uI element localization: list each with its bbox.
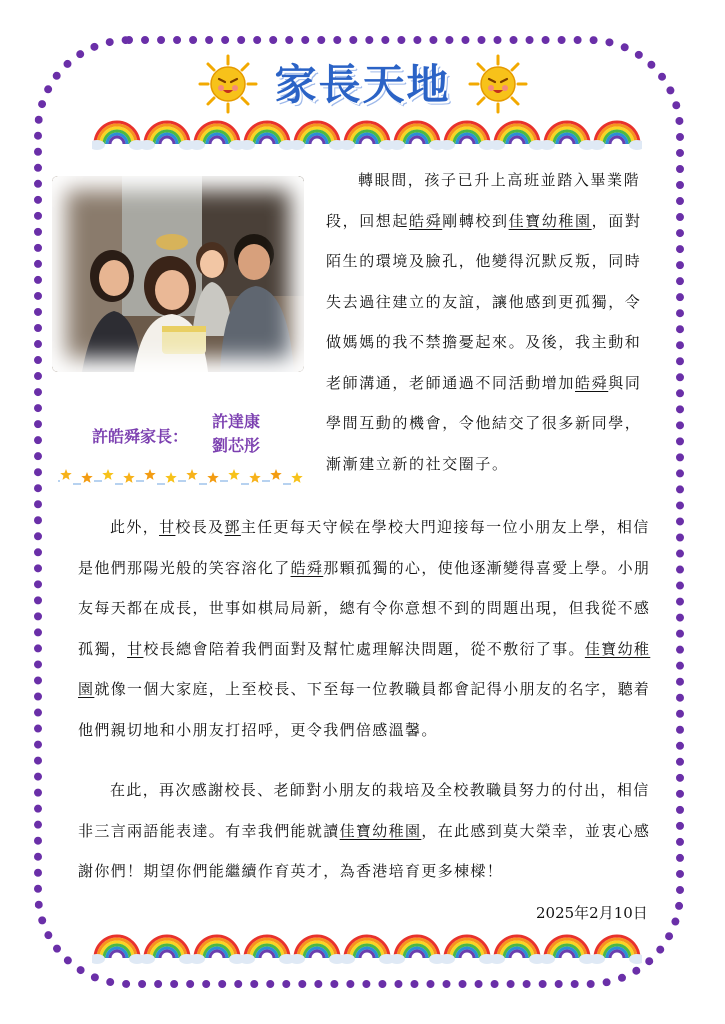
text-run-underlined: 皓舜 — [575, 373, 609, 392]
parent-name-father: 許達康 — [212, 412, 261, 431]
letter-paragraph-2 — [78, 507, 658, 750]
star-icon — [186, 469, 197, 480]
rainbow-arc — [489, 936, 545, 964]
rainbow-arc — [339, 122, 395, 150]
text-run: ，面對陌生的環境及臉孔，他變得沉默反叛，同時失去過往建立的友誼，讓他感到更孤獨，令做媽媽的我不禁擔憂起來。及後，我主動和老師溝通，老師通過不同活動增加 — [326, 211, 642, 392]
star-icon — [291, 472, 302, 483]
star-icon — [60, 469, 71, 480]
rainbow-arc — [239, 936, 295, 964]
rainbow-arc — [489, 122, 545, 150]
text-run: 主任更每天守候在學校大門迎接每一位小朋友上學，相信是他們那陽光般的笑容溶化了 — [78, 518, 650, 577]
text-run: 在此，再次感謝校長、老師對小朋友的栽培及全校教職員努力的付出，相信非三言兩語能表達。有幸我們能就讀 — [78, 781, 650, 840]
rainbow-arc — [389, 936, 445, 964]
text-run: 此外， — [110, 518, 160, 536]
rainbow-arc — [189, 122, 245, 150]
rainbow-decoration — [92, 114, 642, 150]
rainbow-arc — [92, 936, 145, 964]
text-run: 校長及 — [175, 518, 225, 536]
text-run-underlined: 佳寶幼稚園 — [339, 821, 422, 840]
star-icon — [228, 469, 239, 480]
star-icon — [249, 472, 260, 483]
rainbow-arc — [339, 936, 395, 964]
parent-names — [212, 410, 260, 458]
star-icon — [144, 469, 155, 480]
text-run: 剛轉校到 — [442, 211, 509, 230]
text-run: 與同學間互動的機會，令他結交了很多新同學，漸漸建立新的社交圈子。 — [326, 373, 642, 473]
rainbow-arc — [589, 936, 642, 964]
star-icon — [270, 469, 281, 480]
sun-icon — [468, 54, 528, 114]
rainbow-arc — [389, 122, 445, 150]
text-run-underlined: 佳寶幼稚園 — [508, 211, 592, 230]
text-run: 校長總會陪着我們面對及幫忙處理解決問題，從不敷衍了事。 — [143, 639, 585, 658]
rainbow-arc — [189, 936, 245, 964]
star-icon — [81, 472, 92, 483]
text-run-underlined: 皓舜 — [409, 211, 443, 230]
rainbow-arc — [539, 936, 595, 964]
star-decoration — [58, 466, 320, 488]
text-run: ，在此感到莫大榮幸，並衷心感謝你們！期望你們能繼續作育英才，為香港培育更多棟樑！ — [78, 821, 651, 880]
star-icon — [207, 472, 218, 483]
star-icon — [165, 472, 176, 483]
rainbow-arc — [289, 936, 345, 964]
star-icon — [102, 469, 113, 480]
rainbow-arc — [92, 122, 145, 150]
text-run: 那顆孤獨的心，使他逐漸變得喜愛上學。小朋友每天都在成長，世事如棋局局新，總有令你意想不到的問題出現，但我從不感孤獨， — [78, 558, 651, 658]
rainbow-arc — [239, 122, 295, 150]
rainbow-arc — [539, 122, 595, 150]
rainbow-arc — [439, 122, 495, 150]
text-run-underlined: 甘 — [159, 518, 176, 536]
text-run: 就像一個大家庭，上至校長、下至每一位教職員都會記得小朋友的名字，聽着他們親切地和小朋友打招呼，更令我們倍感溫馨。 — [78, 680, 651, 739]
page-title: 家長天地 — [274, 60, 451, 109]
letter-paragraph-1 — [326, 160, 656, 484]
parent-caption-label: 許皓舜家長： — [92, 427, 189, 446]
family-photo — [52, 176, 304, 372]
rainbow-decoration — [92, 928, 642, 964]
rainbow-arc — [139, 936, 195, 964]
rainbow-arc — [289, 122, 345, 150]
text-run-underlined: 甘 — [127, 639, 144, 658]
letter-paragraph-3 — [78, 770, 658, 892]
text-run-underlined: 佳寶幼稚園 — [78, 639, 651, 698]
text-run-underlined: 皓舜 — [290, 558, 324, 577]
sun-icon — [198, 54, 258, 114]
star-icon — [123, 472, 134, 483]
rainbow-arc — [589, 122, 642, 150]
text-run-underlined: 鄧 — [224, 518, 241, 536]
letter-date: 2025年2月10日 — [536, 904, 648, 922]
rainbow-arc — [139, 122, 195, 150]
text-run: 轉眼間，孩子已升上高班並踏入畢業階段，回想起 — [326, 171, 641, 230]
parent-name-mother: 劉芯彤 — [212, 436, 261, 455]
rainbow-arc — [439, 936, 495, 964]
